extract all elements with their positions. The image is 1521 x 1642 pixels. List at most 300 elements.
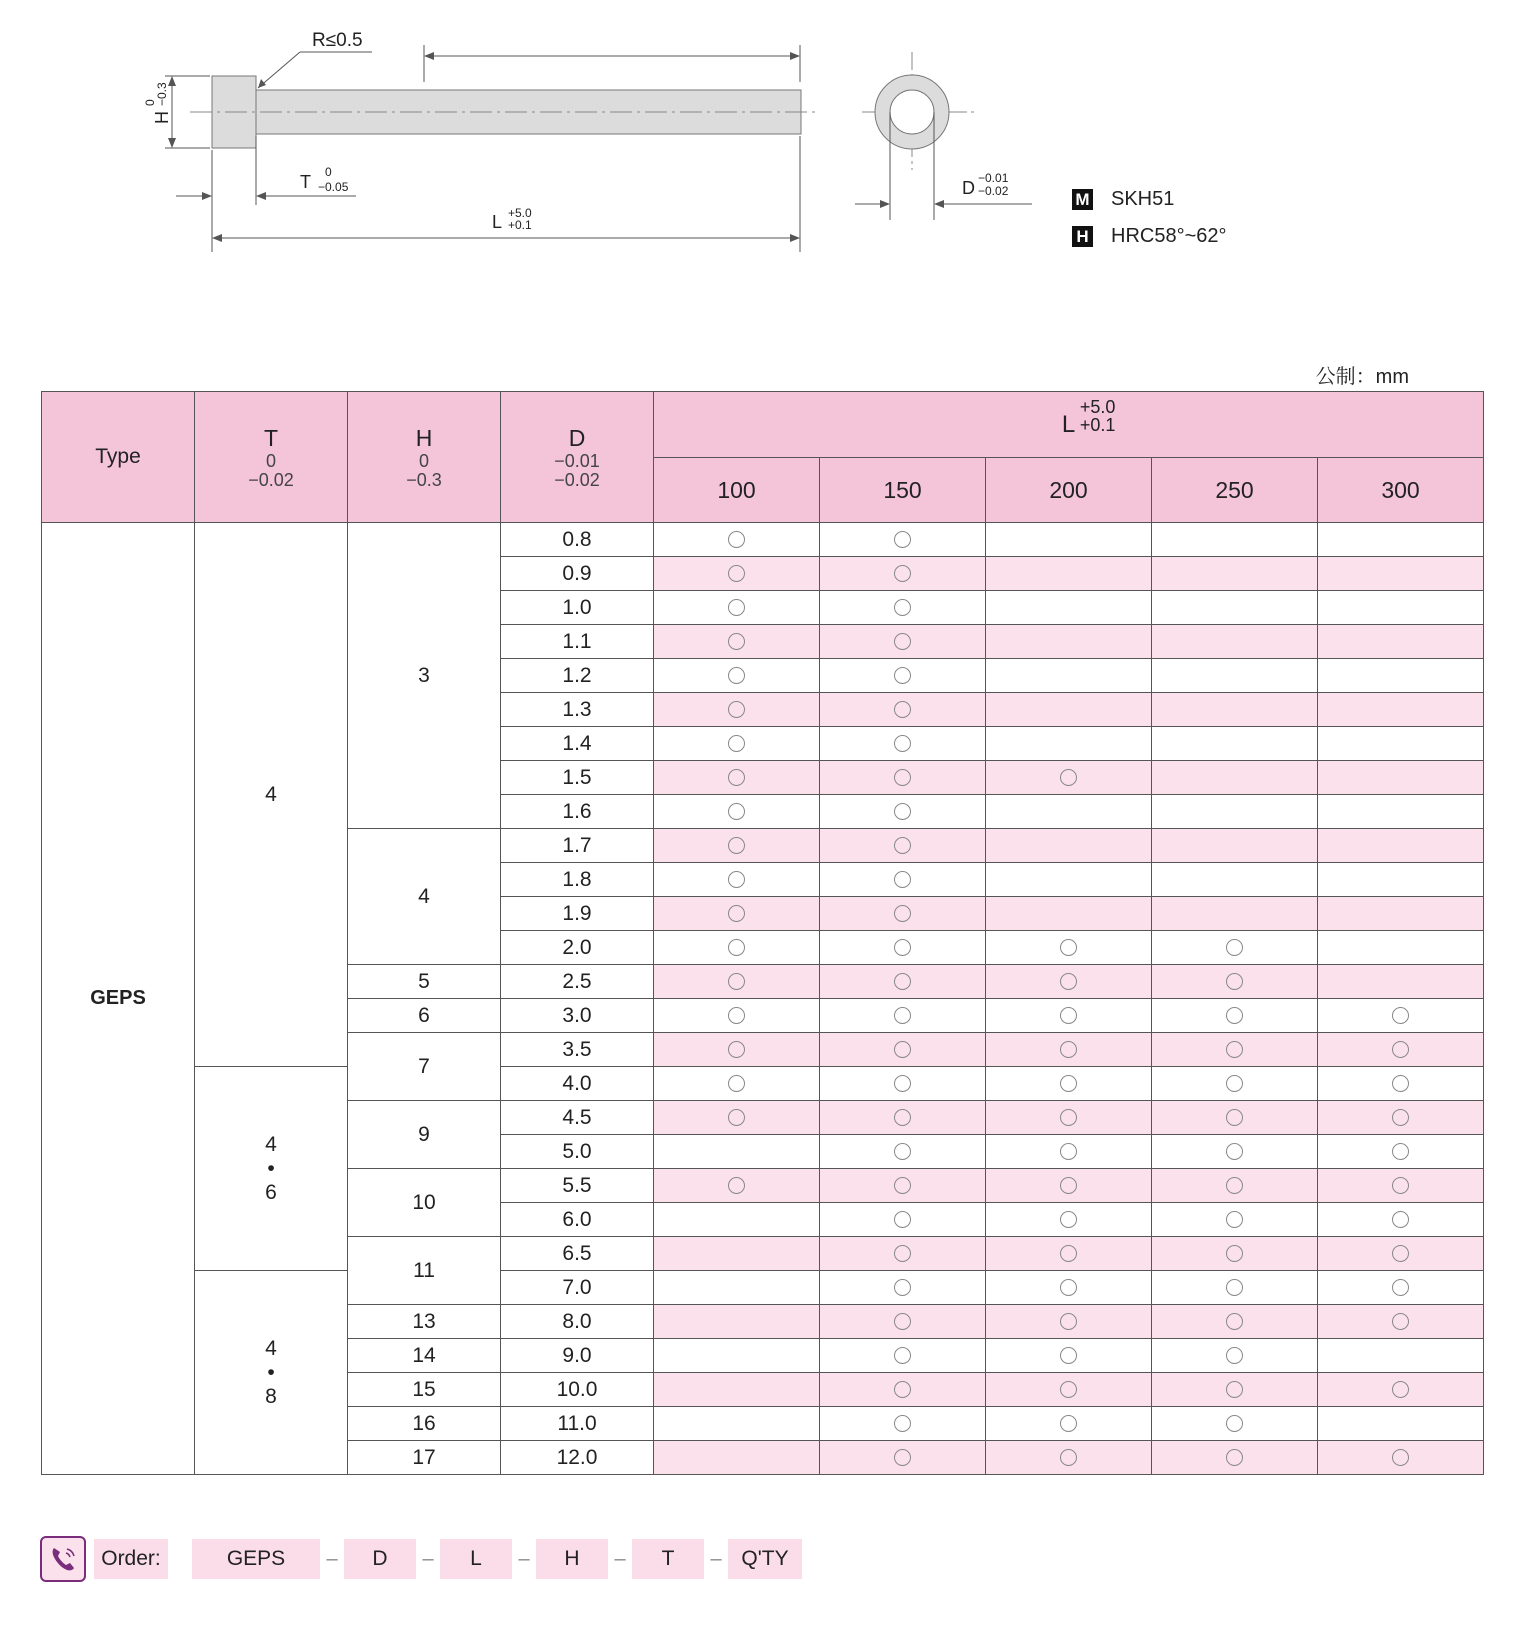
order-field-d[interactable]: D <box>344 1539 416 1579</box>
header-length-300: 300 <box>1318 458 1484 523</box>
available-mark-icon <box>1392 1007 1409 1024</box>
availability-cell-L250 <box>1152 931 1318 965</box>
d-value-cell: 12.0 <box>501 1441 654 1475</box>
available-mark-icon <box>894 1381 911 1398</box>
availability-cell-L250 <box>1152 1373 1318 1407</box>
available-mark-icon <box>894 701 911 718</box>
d-value-cell: 3.0 <box>501 999 654 1033</box>
availability-cell-L100 <box>654 1271 820 1305</box>
available-mark-icon <box>894 1449 911 1466</box>
d-value-cell: 6.5 <box>501 1237 654 1271</box>
end-view-shaft <box>890 90 934 134</box>
available-mark-icon <box>1226 1143 1243 1160</box>
availability-cell-L250 <box>1152 659 1318 693</box>
header-type <box>42 392 195 523</box>
header-h <box>348 392 501 523</box>
available-mark-icon <box>728 1041 745 1058</box>
h-value-cell: 17 <box>348 1441 501 1475</box>
order-separator: – <box>614 1547 626 1570</box>
available-mark-icon <box>728 973 745 990</box>
availability-cell-L200 <box>986 897 1152 931</box>
unit-note: 公制：mm <box>1315 366 1409 388</box>
available-mark-icon <box>728 565 745 582</box>
order-field-t[interactable]: T <box>632 1539 704 1579</box>
availability-cell-L150 <box>820 1237 986 1271</box>
header-length-150: 150 <box>820 458 986 523</box>
availability-cell-L100 <box>654 1373 820 1407</box>
available-mark-icon <box>1226 1415 1243 1432</box>
available-mark-icon <box>728 599 745 616</box>
availability-cell-L300 <box>1318 1373 1484 1407</box>
available-mark-icon <box>1060 1415 1077 1432</box>
availability-cell-L300 <box>1318 931 1484 965</box>
available-mark-icon <box>1060 1347 1077 1364</box>
availability-cell-L150 <box>820 1169 986 1203</box>
availability-cell-L300 <box>1318 1271 1484 1305</box>
d-value-cell: 0.8 <box>501 523 654 557</box>
available-mark-icon <box>1226 1007 1243 1024</box>
order-field-l[interactable]: L <box>440 1539 512 1579</box>
availability-cell-L200 <box>986 761 1152 795</box>
availability-cell-L150 <box>820 693 986 727</box>
available-mark-icon <box>1392 1279 1409 1296</box>
availability-cell-L300 <box>1318 727 1484 761</box>
availability-cell-L300 <box>1318 795 1484 829</box>
availability-cell-L150 <box>820 1101 986 1135</box>
availability-cell-L300 <box>1318 1067 1484 1101</box>
availability-cell-L250 <box>1152 863 1318 897</box>
d-dim-label: D <box>962 178 975 198</box>
availability-cell-L300 <box>1318 1203 1484 1237</box>
availability-cell-L250 <box>1152 557 1318 591</box>
availability-cell-L300 <box>1318 523 1484 557</box>
availability-cell-L200 <box>986 863 1152 897</box>
availability-cell-L100 <box>654 1135 820 1169</box>
availability-cell-L250 <box>1152 795 1318 829</box>
availability-cell-L250 <box>1152 1203 1318 1237</box>
available-mark-icon <box>1226 973 1243 990</box>
available-mark-icon <box>1060 1211 1077 1228</box>
h-dim-label: H <box>152 111 172 124</box>
availability-cell-L150 <box>820 1339 986 1373</box>
available-mark-icon <box>1392 1381 1409 1398</box>
d-value-cell: 1.2 <box>501 659 654 693</box>
available-mark-icon <box>1060 1381 1077 1398</box>
availability-cell-L250 <box>1152 965 1318 999</box>
available-mark-icon <box>1392 1109 1409 1126</box>
l-dim-label: L <box>492 212 503 232</box>
d-value-cell: 8.0 <box>501 1305 654 1339</box>
available-mark-icon <box>1060 973 1077 990</box>
available-mark-icon <box>894 871 911 888</box>
availability-cell-L300 <box>1318 965 1484 999</box>
availability-cell-L200 <box>986 727 1152 761</box>
available-mark-icon <box>728 803 745 820</box>
availability-cell-L150 <box>820 625 986 659</box>
t-value-cell <box>195 523 348 1067</box>
available-mark-icon <box>894 1177 911 1194</box>
availability-cell-L150 <box>820 999 986 1033</box>
header-l-tol-bottom: +0.1 <box>1079 414 1116 435</box>
availability-cell-L250 <box>1152 727 1318 761</box>
availability-cell-L300 <box>1318 1339 1484 1373</box>
available-mark-icon <box>894 633 911 650</box>
header-t-label: T <box>263 424 279 451</box>
available-mark-icon <box>894 803 911 820</box>
h-value-cell: 16 <box>348 1407 501 1441</box>
order-separator: – <box>326 1547 338 1570</box>
order-separator: – <box>422 1547 434 1570</box>
availability-cell-L250 <box>1152 829 1318 863</box>
d-dim-tol-bottom: −0.02 <box>978 184 1009 198</box>
availability-cell-L150 <box>820 965 986 999</box>
t-value-cell <box>195 1067 348 1271</box>
d-value-cell: 1.9 <box>501 897 654 931</box>
availability-cell-L150 <box>820 1441 986 1475</box>
availability-cell-L150 <box>820 1033 986 1067</box>
available-mark-icon <box>894 1041 911 1058</box>
available-mark-icon <box>1060 1449 1077 1466</box>
availability-cell-L200 <box>986 523 1152 557</box>
availability-cell-L250 <box>1152 999 1318 1033</box>
availability-cell-L150 <box>820 1067 986 1101</box>
availability-cell-L200 <box>986 965 1152 999</box>
availability-cell-L200 <box>986 1101 1152 1135</box>
availability-cell-L150 <box>820 1305 986 1339</box>
header-l-tol <box>1080 398 1116 434</box>
available-mark-icon <box>894 1007 911 1024</box>
available-mark-icon <box>894 1313 911 1330</box>
available-mark-icon <box>1226 1245 1243 1262</box>
availability-cell-L200 <box>986 1271 1152 1305</box>
available-mark-icon <box>1392 1449 1409 1466</box>
availability-cell-L150 <box>820 761 986 795</box>
available-mark-icon <box>1060 1109 1077 1126</box>
available-mark-icon <box>1060 1245 1077 1262</box>
availability-cell-L250 <box>1152 523 1318 557</box>
availability-cell-L150 <box>820 727 986 761</box>
h-dim-tol-top: 0 <box>143 99 157 106</box>
availability-cell-L250 <box>1152 897 1318 931</box>
d-value-cell: 3.5 <box>501 1033 654 1067</box>
available-mark-icon <box>894 1245 911 1262</box>
availability-cell-L300 <box>1318 863 1484 897</box>
t-value-line: 4 <box>265 1132 277 1156</box>
h-value-cell: 13 <box>348 1305 501 1339</box>
availability-cell-L200 <box>986 1237 1152 1271</box>
availability-cell-L150 <box>820 1135 986 1169</box>
available-mark-icon <box>894 1279 911 1296</box>
available-mark-icon <box>1226 1041 1243 1058</box>
header-d <box>501 392 654 523</box>
hardness-badge: H <box>1072 226 1093 247</box>
radius-label: R≤0.5 <box>312 30 363 51</box>
availability-cell-L250 <box>1152 1101 1318 1135</box>
availability-cell-L200 <box>986 693 1152 727</box>
available-mark-icon <box>728 735 745 752</box>
available-mark-icon <box>1226 1279 1243 1296</box>
availability-cell-L100 <box>654 999 820 1033</box>
availability-cell-L150 <box>820 829 986 863</box>
header-l-label: L <box>1061 410 1076 438</box>
available-mark-icon <box>1226 1211 1243 1228</box>
availability-cell-L100 <box>654 591 820 625</box>
availability-cell-L250 <box>1152 1441 1318 1475</box>
available-mark-icon <box>894 973 911 990</box>
h-value-cell: 10 <box>348 1169 501 1237</box>
order-code-row <box>40 1536 802 1582</box>
availability-cell-L250 <box>1152 1305 1318 1339</box>
d-value-cell: 6.0 <box>501 1203 654 1237</box>
availability-cell-L100 <box>654 659 820 693</box>
available-mark-icon <box>1060 939 1077 956</box>
available-mark-icon <box>1060 1041 1077 1058</box>
h-value-cell: 6 <box>348 999 501 1033</box>
t-value-line: 4 <box>265 782 277 806</box>
d-value-cell: 5.0 <box>501 1135 654 1169</box>
available-mark-icon <box>728 633 745 650</box>
h-value-cell: 4 <box>348 829 501 965</box>
t-value-line: 6 <box>265 1180 277 1204</box>
availability-cell-L200 <box>986 1305 1152 1339</box>
availability-cell-L100 <box>654 761 820 795</box>
availability-cell-L200 <box>986 591 1152 625</box>
available-mark-icon <box>1392 1075 1409 1092</box>
header-length-100: 100 <box>654 458 820 523</box>
availability-cell-L300 <box>1318 625 1484 659</box>
availability-cell-L300 <box>1318 659 1484 693</box>
availability-cell-L100 <box>654 625 820 659</box>
phone-icon[interactable] <box>40 1536 86 1582</box>
availability-cell-L100 <box>654 897 820 931</box>
availability-cell-L150 <box>820 1407 986 1441</box>
l-dim-tol-top: +5.0 <box>508 206 532 220</box>
available-mark-icon <box>1060 1075 1077 1092</box>
availability-cell-L200 <box>986 1067 1152 1101</box>
t-dim-tol-bottom: −0.05 <box>318 180 349 194</box>
order-field-h[interactable]: H <box>536 1539 608 1579</box>
availability-cell-L150 <box>820 795 986 829</box>
availability-cell-L250 <box>1152 1169 1318 1203</box>
availability-cell-L100 <box>654 1407 820 1441</box>
h-value-cell: 15 <box>348 1373 501 1407</box>
availability-cell-L200 <box>986 625 1152 659</box>
d-value-cell: 4.0 <box>501 1067 654 1101</box>
availability-cell-L100 <box>654 1067 820 1101</box>
availability-cell-L250 <box>1152 625 1318 659</box>
availability-cell-L100 <box>654 693 820 727</box>
available-mark-icon <box>894 769 911 786</box>
t-value-line: • <box>267 1360 275 1384</box>
h-dim-tol-bottom: −0.3 <box>155 82 169 106</box>
availability-cell-L200 <box>986 1407 1152 1441</box>
header-l <box>654 392 1484 458</box>
available-mark-icon <box>1392 1041 1409 1058</box>
availability-cell-L250 <box>1152 1339 1318 1373</box>
available-mark-icon <box>728 701 745 718</box>
available-mark-icon <box>1392 1313 1409 1330</box>
availability-cell-L200 <box>986 999 1152 1033</box>
header-h-tol-bottom: −0.3 <box>406 469 442 490</box>
availability-cell-L100 <box>654 1169 820 1203</box>
available-mark-icon <box>894 531 911 548</box>
availability-cell-L150 <box>820 659 986 693</box>
availability-cell-L200 <box>986 1135 1152 1169</box>
available-mark-icon <box>894 837 911 854</box>
available-mark-icon <box>728 1075 745 1092</box>
availability-cell-L150 <box>820 931 986 965</box>
availability-cell-L200 <box>986 1339 1152 1373</box>
available-mark-icon <box>1060 1279 1077 1296</box>
availability-cell-L250 <box>1152 761 1318 795</box>
t-value-cell <box>195 1271 348 1475</box>
d-value-cell: 1.6 <box>501 795 654 829</box>
availability-cell-L200 <box>986 1441 1152 1475</box>
availability-cell-L250 <box>1152 1033 1318 1067</box>
available-mark-icon <box>1226 1177 1243 1194</box>
t-value-line: • <box>267 1156 275 1180</box>
available-mark-icon <box>1392 1245 1409 1262</box>
d-value-cell: 2.5 <box>501 965 654 999</box>
available-mark-icon <box>894 1143 911 1160</box>
available-mark-icon <box>728 1109 745 1126</box>
table-row <box>42 1271 1484 1305</box>
availability-cell-L150 <box>820 523 986 557</box>
d-dim-tol-top: −0.01 <box>978 171 1009 185</box>
available-mark-icon <box>1060 1313 1077 1330</box>
availability-cell-L250 <box>1152 1407 1318 1441</box>
order-field-geps[interactable]: GEPS <box>192 1539 320 1579</box>
header-t-tol-bottom: −0.02 <box>248 469 294 490</box>
technical-drawing <box>0 0 1521 300</box>
d-value-cell: 1.1 <box>501 625 654 659</box>
availability-cell-L300 <box>1318 761 1484 795</box>
available-mark-icon <box>1226 939 1243 956</box>
d-value-cell: 1.7 <box>501 829 654 863</box>
order-label: Order: <box>94 1539 168 1579</box>
d-value-cell: 11.0 <box>501 1407 654 1441</box>
header-d-tol-bottom: −0.02 <box>554 469 600 490</box>
available-mark-icon <box>728 769 745 786</box>
availability-cell-L100 <box>654 557 820 591</box>
availability-cell-L150 <box>820 1203 986 1237</box>
availability-cell-L200 <box>986 557 1152 591</box>
l-dim-tol-bottom: +0.1 <box>508 218 532 232</box>
availability-cell-L200 <box>986 795 1152 829</box>
hardness-legend <box>1072 224 1227 248</box>
available-mark-icon <box>1226 1449 1243 1466</box>
available-mark-icon <box>1392 1211 1409 1228</box>
available-mark-icon <box>1226 1075 1243 1092</box>
availability-cell-L250 <box>1152 1271 1318 1305</box>
available-mark-icon <box>1060 1007 1077 1024</box>
availability-cell-L300 <box>1318 693 1484 727</box>
material-value: SKH51 <box>1111 187 1175 210</box>
availability-cell-L100 <box>654 795 820 829</box>
h-value-cell: 9 <box>348 1101 501 1169</box>
availability-cell-L150 <box>820 897 986 931</box>
available-mark-icon <box>728 939 745 956</box>
type-cell: GEPS <box>42 523 195 1475</box>
available-mark-icon <box>1060 1143 1077 1160</box>
available-mark-icon <box>894 599 911 616</box>
header-h-tol-top: 0 <box>418 450 429 471</box>
d-value-cell: 1.4 <box>501 727 654 761</box>
t-dim-tol-top: 0 <box>325 165 332 179</box>
availability-cell-L150 <box>820 557 986 591</box>
d-value-cell: 9.0 <box>501 1339 654 1373</box>
available-mark-icon <box>728 531 745 548</box>
spec-table <box>41 391 1484 1475</box>
order-field-qty[interactable]: Q'TY <box>728 1539 802 1579</box>
availability-cell-L300 <box>1318 897 1484 931</box>
header-h-label: H <box>415 424 433 451</box>
table-row <box>42 1067 1484 1101</box>
availability-cell-L100 <box>654 1339 820 1373</box>
availability-cell-L300 <box>1318 1135 1484 1169</box>
availability-cell-L100 <box>654 727 820 761</box>
d-value-cell: 2.0 <box>501 931 654 965</box>
availability-cell-L100 <box>654 1101 820 1135</box>
availability-cell-L300 <box>1318 557 1484 591</box>
d-value-cell: 10.0 <box>501 1373 654 1407</box>
available-mark-icon <box>1226 1109 1243 1126</box>
h-value-cell: 11 <box>348 1237 501 1305</box>
header-t-tol-top: 0 <box>265 450 276 471</box>
d-value-cell: 4.5 <box>501 1101 654 1135</box>
table-row <box>42 523 1484 557</box>
available-mark-icon <box>728 837 745 854</box>
d-value-cell: 1.5 <box>501 761 654 795</box>
availability-cell-L100 <box>654 1237 820 1271</box>
d-value-cell: 1.0 <box>501 591 654 625</box>
material-badge: M <box>1072 189 1093 210</box>
t-value-line: 8 <box>265 1384 277 1408</box>
availability-cell-L300 <box>1318 591 1484 625</box>
available-mark-icon <box>894 905 911 922</box>
header-l-tol-top: +5.0 <box>1079 396 1116 417</box>
available-mark-icon <box>894 1109 911 1126</box>
availability-cell-L200 <box>986 1033 1152 1067</box>
available-mark-icon <box>894 667 911 684</box>
availability-cell-L100 <box>654 863 820 897</box>
availability-cell-L250 <box>1152 693 1318 727</box>
available-mark-icon <box>728 871 745 888</box>
available-mark-icon <box>1226 1313 1243 1330</box>
availability-cell-L300 <box>1318 1169 1484 1203</box>
header-type-label: Type <box>95 445 141 468</box>
availability-cell-L300 <box>1318 1407 1484 1441</box>
available-mark-icon <box>1392 1143 1409 1160</box>
availability-cell-L200 <box>986 829 1152 863</box>
h-value-cell: 3 <box>348 523 501 829</box>
header-d-tol-top: −0.01 <box>554 450 600 471</box>
availability-cell-L100 <box>654 829 820 863</box>
order-separator: – <box>518 1547 530 1570</box>
available-mark-icon <box>894 1415 911 1432</box>
availability-cell-L200 <box>986 931 1152 965</box>
availability-cell-L200 <box>986 1203 1152 1237</box>
d-value-cell: 0.9 <box>501 557 654 591</box>
availability-cell-L100 <box>654 1033 820 1067</box>
h-value-cell: 5 <box>348 965 501 999</box>
d-value-cell: 5.5 <box>501 1169 654 1203</box>
availability-cell-L100 <box>654 523 820 557</box>
availability-cell-L200 <box>986 659 1152 693</box>
available-mark-icon <box>1392 1177 1409 1194</box>
availability-cell-L200 <box>986 1169 1152 1203</box>
material-legend <box>1072 187 1174 211</box>
